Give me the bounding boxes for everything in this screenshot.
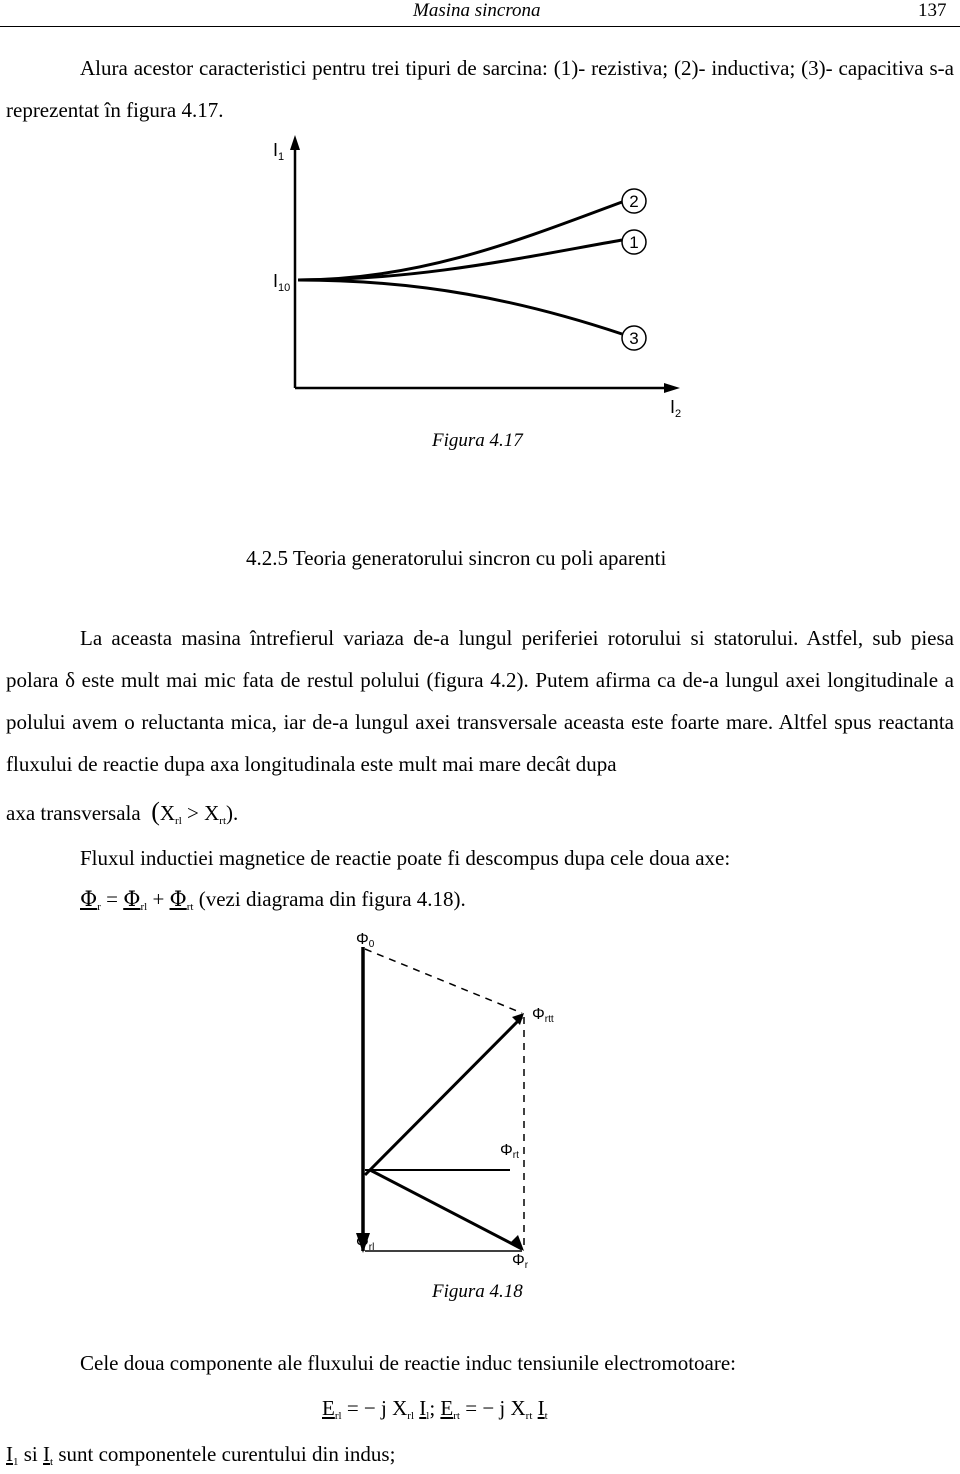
page-number: 137: [918, 0, 947, 21]
x-axis-arrow: [664, 383, 680, 393]
header-rule: [0, 26, 960, 27]
figure-4-17: [0, 130, 960, 560]
figure-4-18: [0, 925, 960, 1285]
phir-label: Φr: [512, 1252, 529, 1271]
running-header-title: Masina sincrona: [413, 0, 541, 21]
paragraph-intro: Alura acestor caracteristici pentru trei tipuri de sarcina: (1)- rezistiva; (2)- inductiva; (3)- capacitiva s-a reprezentat în figura 4.17.: [6, 56, 954, 122]
section-title: 4.2.5 Teoria generatorului sincron cu poli aparenti: [246, 546, 667, 570]
phirtt-vector: [365, 1017, 522, 1175]
dashed-top: [365, 949, 522, 1013]
paragraph-emf: Cele doua componente ale fluxului de reactie induc tensiunile electromotoare:: [80, 1351, 736, 1375]
paragraph-theory: La aceasta masina întrefierul variaza de-a lungul periferiei rotorului si statorului. Astfel, sub piesa polara δ este mult mai mic fata de restul polului (figura 4.2). Putem afirma ca de-a lungul axei longitudinale a polului avem o reluctanta mica, iar de-a lungul axei transversale aceasta este foarte mare. Altfel spus reactanta fluxului de reactie dupa axa longitudinala este mult mai mare decât dupa: [6, 626, 954, 776]
curve-label-3: 3: [629, 329, 639, 348]
y-axis-arrow: [290, 135, 300, 150]
phir-vector: [370, 1170, 522, 1249]
paragraph-theory-tail: axa transversala $(X_{rl} > X_{rt})$.: [6, 797, 239, 827]
curve-1: [298, 240, 622, 280]
tail-text: axa transversala: [6, 801, 141, 825]
i10-label: $I_{10}$: [273, 271, 291, 294]
phi0-label: Φ0: [356, 931, 375, 950]
phir-arrow: [510, 1235, 524, 1251]
figure-4-17-caption: Figura 4.17: [432, 430, 523, 451]
phirtt-label: Φrtt: [532, 1006, 554, 1025]
x-axis-label: $I_2$: [670, 397, 682, 420]
curve-3: [298, 280, 622, 334]
paragraph-decomposition: Fluxul inductiei magnetice de reactie poate fi descompus dupa cele doua axe:: [80, 846, 731, 870]
curve-label-1: 1: [629, 233, 639, 252]
phirl-label: Φrl: [356, 1234, 375, 1253]
currents-line: $I_1$ si $I_t$ sunt componentele curentului din indus;: [6, 1442, 396, 1468]
equation-flux-sum: $\Phi_r = \Phi_{rl} + \Phi_{rt}$ (vezi diagrama din figura 4.18).: [80, 887, 466, 913]
equation-emf: $E_{rl}$ = − j $X_{rl}$ $I_l$; $E_{rt}$ = − j $X_{rt}$ $I_t$: [322, 1396, 548, 1422]
curve-label-2: 2: [629, 192, 639, 211]
y-axis-label: $I_1$: [273, 140, 285, 163]
phirt-label: Φrt: [500, 1142, 519, 1161]
figure-4-18-caption: Figura 4.18: [432, 1281, 523, 1302]
